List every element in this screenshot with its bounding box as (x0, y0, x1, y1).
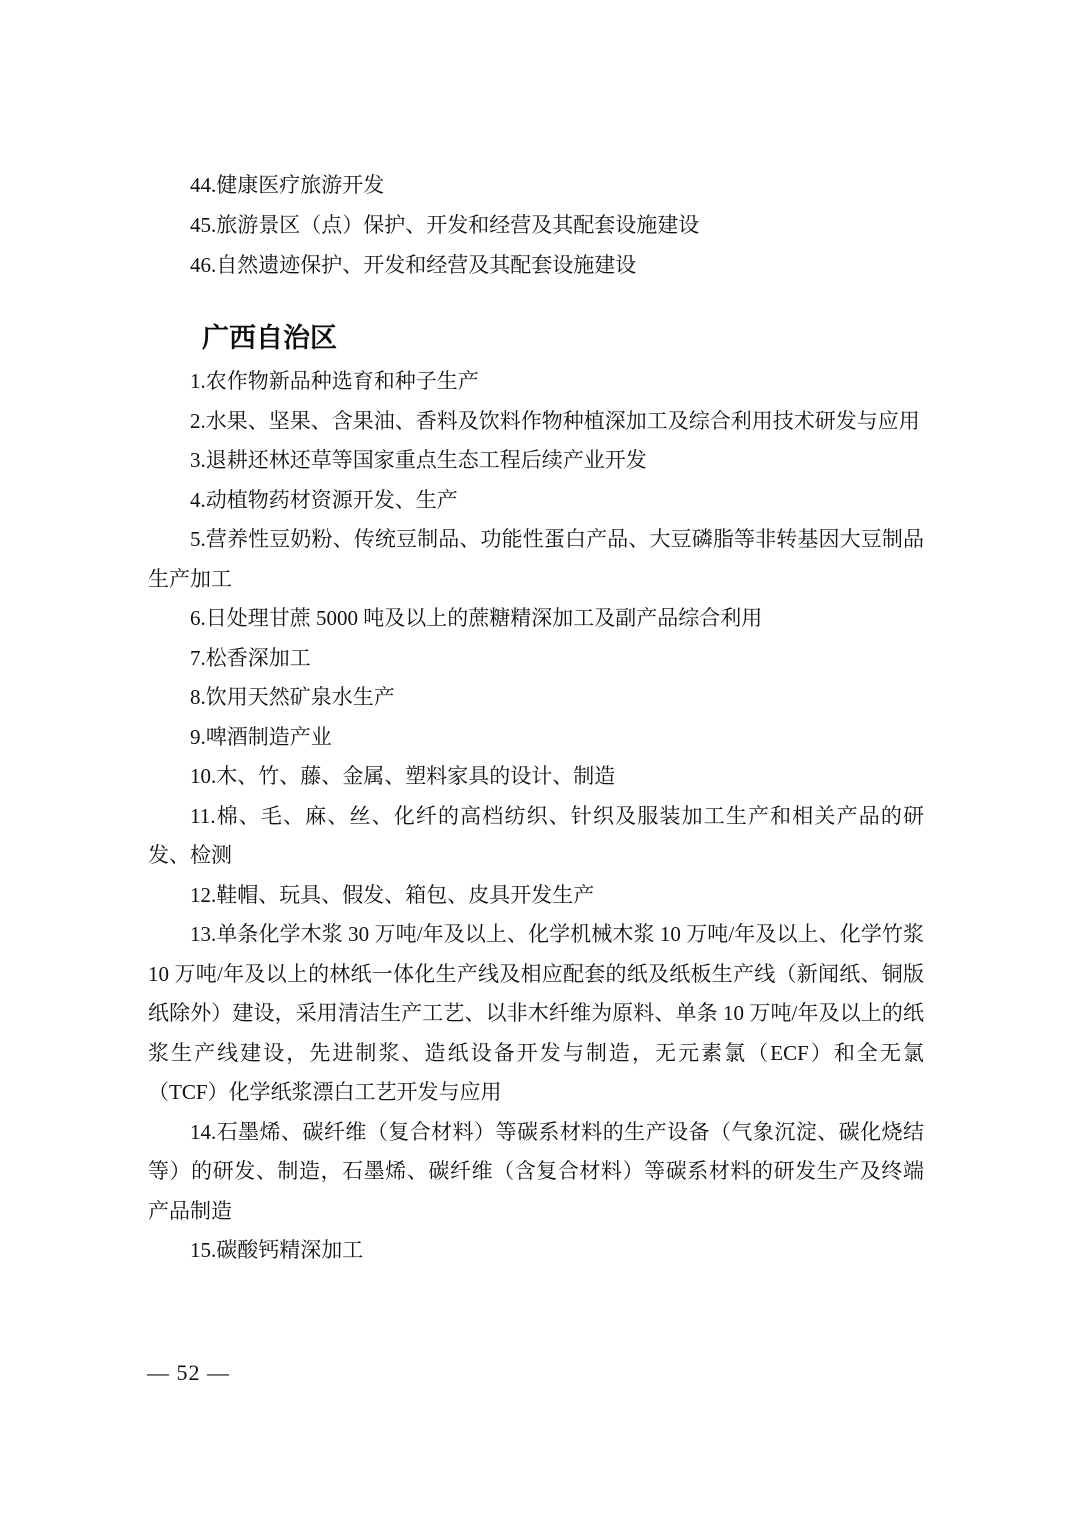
carryover-item-list (148, 165, 924, 285)
list-item: 13.单条化学木浆 30 万吨/年及以上、化学机械木浆 10 万吨/年及以上、化学竹浆 10 万吨/年及以上的林纸一体化生产线及相应配套的纸及纸板生产线（新闻纸、铜版纸除外）建设，采用清洁生产工艺、以非木纤维为原料、单条 10 万吨/年及以上的纸浆生产线建设，先进制浆、造纸设备开发与制造，无元素氯（ECF）和全无氯（TCF）化学纸浆漂白工艺开发与应用 (148, 922, 924, 1104)
list-item: 1.农作物新品种选育和种子生产 (190, 369, 479, 393)
list-item: 2.水果、坚果、含果油、香料及饮料作物种植深加工及综合利用技术研发与应用 (190, 408, 920, 433)
list-item: 9.啤酒制造产业 (190, 724, 332, 749)
list-item: 15.碳酸钙精深加工 (190, 1238, 364, 1262)
list-item: 3.退耕还林还草等国家重点生态工程后续产业开发 (190, 448, 647, 472)
list-item: 10.木、竹、藤、金属、塑料家具的设计、制造 (190, 764, 616, 788)
list-item: 6.日处理甘蔗 5000 吨及以上的蔗糖精深加工及副产品综合利用 (190, 606, 763, 630)
list-item: 44.健康医疗旅游开发 (190, 173, 385, 197)
page-number: — 52 — (147, 1360, 230, 1385)
list-item: 7.松香深加工 (190, 645, 311, 670)
list-item: 45.旅游景区（点）保护、开发和经营及其配套设施建设 (190, 213, 700, 237)
list-item: 4.动植物药材资源开发、生产 (190, 487, 458, 512)
document-content (148, 165, 924, 1271)
list-item: 12.鞋帽、玩具、假发、箱包、皮具开发生产 (190, 882, 595, 907)
list-item: 8.饮用天然矿泉水生产 (190, 685, 395, 709)
section-item-list (148, 362, 924, 1271)
list-item: 14.石墨烯、碳纤维（复合材料）等碳系材料的生产设备（气象沉淀、碳化烧结等）的研发、制造，石墨烯、碳纤维（含复合材料）等碳系材料的研发生产及终端产品制造 (148, 1119, 924, 1223)
list-item: 5.营养性豆奶粉、传统豆制品、功能性蛋白产品、大豆磷脂等非转基因大豆制品生产加工 (148, 527, 924, 591)
list-item: 11.棉、毛、麻、丝、化纤的高档纺织、针织及服装加工生产和相关产品的研发、检测 (148, 803, 924, 867)
section-heading: 广西自治区 (202, 323, 337, 353)
list-item: 46.自然遗迹保护、开发和经营及其配套设施建设 (190, 253, 637, 277)
